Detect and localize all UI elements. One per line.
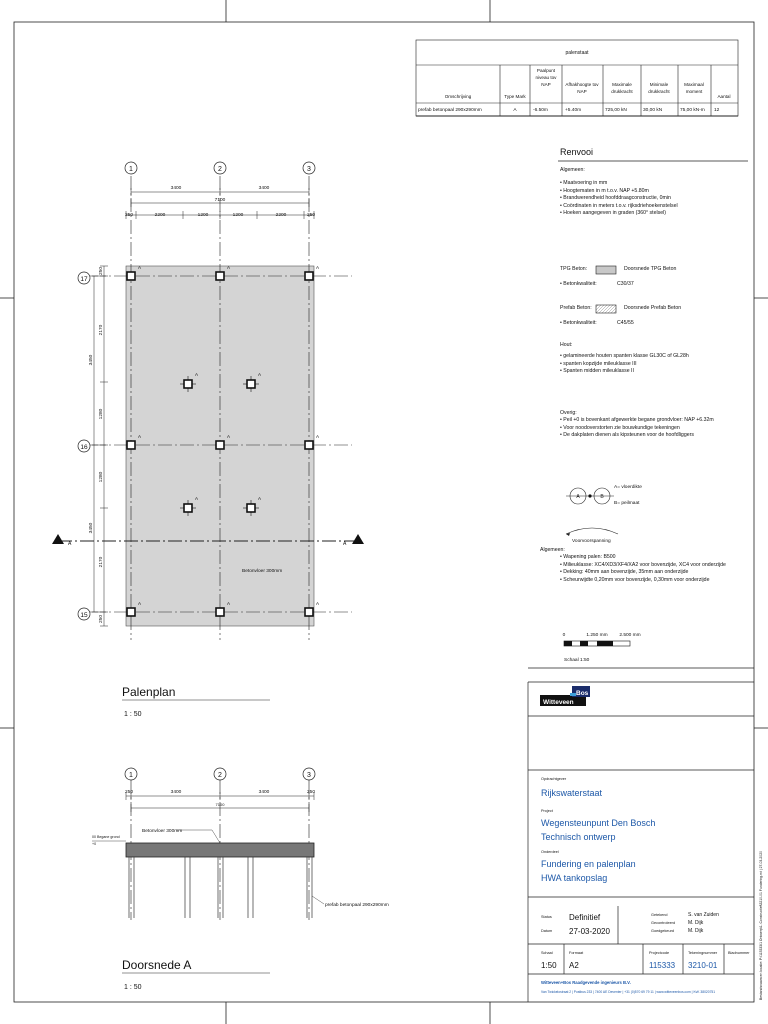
palenplan-scale: 1 : 50 — [124, 711, 142, 718]
section-marker-left — [52, 534, 64, 544]
tpg-label: TPG Beton: — [560, 266, 588, 272]
cell-omschrijving: prefab betonpaal 290x290mm — [418, 108, 482, 113]
title-block — [528, 668, 763, 1002]
prefab-label: Prefab Beton: — [560, 305, 592, 311]
doorsnede-drawing — [92, 768, 389, 991]
svg-text:1: 1 — [129, 772, 133, 779]
section-grid-bubble-1 — [125, 768, 137, 780]
header-max-druk: Maximale drukkracht — [611, 82, 633, 94]
dim-sub-6: 250 — [306, 213, 316, 218]
scale-bar — [563, 632, 641, 663]
header-paalpunt: Paalpunt niveau tov NAP — [535, 68, 557, 87]
svg-text:A: A — [316, 265, 320, 270]
witteveen-bos-logo — [540, 686, 590, 706]
gecontroleerd-label: Gecontroleerd — [651, 921, 676, 925]
dim-left-sub-6: 250 — [99, 614, 104, 624]
svg-text:17: 17 — [80, 276, 88, 283]
section-dim-4: 250 — [306, 790, 316, 795]
hout-item: • gelamineerde houten spanten klasse GL30C of GL28h — [560, 353, 689, 360]
svg-text:1.250 mm: 1.250 mm — [586, 633, 608, 638]
project-line-1: Wegensteunpunt Den Bosch — [541, 818, 656, 828]
svg-text:A: A — [227, 434, 231, 439]
dim-sub-2: 2200 — [154, 213, 166, 218]
svg-text:B: B — [600, 494, 604, 500]
algemeen2-item: • Wapening palen: B500 — [560, 554, 616, 561]
level-symbol — [566, 484, 642, 506]
grid-bubble-15 — [78, 608, 90, 620]
svg-text:0: 0 — [562, 633, 566, 638]
dim-left-sub-1: 250 — [99, 266, 104, 276]
onderdeel-line-1: Fundering en palenplan — [541, 859, 636, 869]
level-value: +0 — [92, 842, 97, 846]
tpg-kwaliteit: C30/37 — [617, 281, 634, 288]
symbol-b-desc: B= peilmaat — [614, 501, 640, 506]
gecontroleerd: M. Dijk — [688, 920, 704, 926]
prefab-desc: Doorsnede Prefab Beton — [624, 305, 682, 311]
prefab-swatch — [596, 305, 616, 313]
dim-sub-3: 1200 — [197, 213, 209, 218]
svg-text:2: 2 — [218, 772, 222, 779]
cell-min-druk: 30,00 kN — [643, 108, 663, 113]
svg-text:A: A — [138, 601, 142, 606]
svg-text:A: A — [576, 494, 580, 500]
palenstaat-title: palenstaat — [565, 50, 589, 56]
formaat: A2 — [569, 961, 579, 970]
svg-text:16: 16 — [80, 444, 88, 451]
doorsnede-title: Doorsnede A — [122, 958, 192, 972]
header-afhakhoogte: Afhakhoogte tov NAP — [565, 82, 599, 94]
algemeen-item: • Maatvoering in mm — [560, 180, 608, 187]
tpg-swatch — [596, 266, 616, 274]
cell-max-moment: 75,00 kN-m — [680, 108, 705, 113]
opdrachtgever: Rijkswaterstaat — [541, 788, 603, 798]
section-dim-2: 3400 — [170, 790, 182, 795]
cell-max-druk: 725,00 kN — [605, 108, 627, 113]
projectcode: 115333 — [649, 961, 676, 970]
hout-label: Hout: — [560, 342, 573, 348]
section-dim-total: 7100 — [215, 802, 225, 807]
palenplan-title: Palenplan — [122, 685, 176, 699]
prefab-kwaliteit: C45/55 — [617, 320, 634, 327]
algemeen-item: • Hoogtematen in m t.o.v. NAP +5.80m — [560, 187, 649, 194]
dim-left-1: 3450 — [89, 354, 94, 366]
header-max-moment: Maximaal moment — [684, 82, 704, 94]
grid-bubble-17 — [78, 272, 90, 284]
scale-label: Schaal 1:50 — [564, 658, 590, 663]
hout-item: • spanten kopzijde mileuklasse III — [560, 360, 637, 367]
goedgekeurd-label: Goedgekeurd — [651, 929, 675, 933]
grid-bubble-1 — [125, 162, 137, 174]
renvooi-algemeen-2 — [540, 547, 726, 584]
dim-left-sub-3: 1280 — [99, 408, 104, 420]
header-aantal: Aantal — [717, 94, 731, 99]
renvooi-overig — [560, 410, 714, 440]
onderdeel-line-2: HWA tankopslag — [541, 873, 608, 883]
renvooi-algemeen — [560, 167, 678, 217]
symbol-a-desc: A= vloerdikte — [614, 485, 642, 490]
svg-text:A: A — [227, 601, 231, 606]
algemeen2-item: • Scheurwijdte 0,20mm voor bovenzijde, 0,30mm voor onderzijde — [560, 576, 710, 583]
cell-afhakhoogte: +5.40m — [565, 108, 582, 113]
section-mark-left: A — [68, 541, 72, 547]
dim-left-sub-5: 2170 — [99, 556, 104, 568]
dim-top-1: 3400 — [170, 186, 182, 191]
algemeen-label: Algemeen: — [560, 167, 585, 173]
formaat-label: Formaat — [569, 951, 584, 955]
section-grid-bubble-3 — [303, 768, 315, 780]
section-mark-right: A — [343, 541, 347, 547]
cell-type-mark: A — [513, 108, 517, 113]
section-floor-label: Betonvloer 300mm — [142, 829, 183, 834]
palenplan-drawing — [52, 162, 364, 718]
grid-bubble-3 — [303, 162, 315, 174]
svg-text:A: A — [138, 434, 142, 439]
company-name: Witteveen+Bos Raadgevende ingenieurs B.V. — [541, 980, 631, 985]
opdrachtgever-label: Opdrachtgever — [541, 777, 567, 781]
section-slab — [126, 843, 314, 857]
project-label: Project — [541, 809, 553, 813]
cell-paalpunt: -6.50m — [533, 108, 548, 113]
svg-text:A: A — [316, 601, 320, 606]
floor-label: Betonvloer 300mm — [242, 569, 283, 574]
svg-text:3: 3 — [307, 772, 311, 779]
grid-bubble-2 — [214, 162, 226, 174]
header-omschrijving: Omschrijving — [444, 94, 472, 99]
tpg-desc: Doorsnede TPG Beton — [624, 266, 677, 272]
header-type-mark: Type Mark — [504, 94, 526, 99]
tekeningnummer: 3210-01 — [688, 961, 718, 970]
bladnummer-label: Bladnummer — [728, 951, 750, 955]
palenstaat-row — [418, 107, 720, 113]
dim-top-2: 3400 — [258, 186, 270, 191]
dim-sub-1: 250 — [124, 213, 134, 218]
algemeen-item: • Brandwerendheid hoofddraagconstructie, 0min — [560, 195, 671, 202]
algemeen2-label: Algemeen: — [540, 547, 565, 553]
svg-text:15: 15 — [80, 612, 88, 619]
datum-label: Datum — [541, 929, 553, 933]
datum: 27-03-2020 — [569, 927, 610, 936]
project-line-2: Technisch ontwerp — [541, 832, 616, 842]
overig-item: • Peil +0 is bovenkant afgewerkte begane grondvloer: NAP +6.32m — [560, 417, 714, 424]
status-label: Status — [541, 915, 552, 919]
cell-aantal: 12 — [714, 108, 720, 113]
renvooi-panel — [558, 147, 748, 663]
section-dim-3: 3400 — [258, 790, 270, 795]
svg-text:2: 2 — [218, 166, 222, 173]
svg-text:A: A — [258, 372, 262, 377]
header-min-druk: Minimale drukkracht — [648, 82, 670, 94]
schaal: 1:50 — [541, 961, 557, 970]
svg-text:A: A — [195, 496, 199, 501]
overig-label: Overig: — [560, 410, 577, 416]
section-dim-1: 250 — [124, 790, 134, 795]
prefab-betonkwaliteit-label: Betonkwaliteit: — [563, 320, 597, 327]
hout-item: • Spanten midden mileuklasse II — [560, 368, 634, 375]
dim-sub-5: 2200 — [275, 213, 287, 218]
overig-item: • De dakplaten dienen als kipsteunen voor de hoofdliggers — [560, 432, 694, 439]
tekeningnummer-label: Tekeningnummer — [688, 951, 718, 955]
file-path: Bestandsnaam en locatie: P:\115333\1 Ontwerp\1. Constructief\3210-01 Fundering.rvt | 27-03-2020 — [759, 851, 763, 1000]
grid-bubble-16 — [78, 440, 90, 452]
section-marker-right — [352, 534, 364, 544]
dim-sub-4: 1200 — [232, 213, 244, 218]
projectcode-label: Projectcode — [649, 951, 670, 955]
algemeen2-item: • Dekking: 40mm aan bovenzijde, 35mm aan onderzijde — [560, 569, 689, 576]
dim-left-sub-4: 1280 — [99, 471, 104, 483]
doorsnede-scale: 1 : 50 — [124, 984, 142, 991]
svg-text:A: A — [316, 434, 320, 439]
onderdeel-label: Onderdeel — [541, 850, 559, 854]
renvooi-hout — [560, 342, 689, 376]
svg-text:A: A — [138, 265, 142, 270]
dim-left-2: 3450 — [89, 522, 94, 534]
dim-left-sub-2: 2170 — [99, 324, 104, 336]
dim-total: 7100 — [214, 198, 226, 203]
svg-text:A: A — [195, 372, 199, 377]
svg-text:A: A — [227, 265, 231, 270]
prestress-symbol — [566, 528, 618, 534]
schaal-label: Schaal — [541, 951, 553, 955]
renvooi-title: Renvooi — [560, 147, 594, 157]
svg-text:2.500 mm: 2.500 mm — [619, 633, 641, 638]
svg-text:1: 1 — [129, 166, 133, 173]
svg-text:A: A — [258, 496, 262, 501]
palenstaat-table — [416, 40, 738, 116]
palenstaat-headers — [445, 68, 731, 99]
section-grid-bubble-2 — [214, 768, 226, 780]
company-address: Van Twickelostraat 2 | Postbus 233 | 7400 AE Deventer | +31 (0)570 69 79 11 | www.witteveenbos.com | KvK 38020751 — [541, 990, 716, 994]
svg-text:Bos: Bos — [576, 690, 589, 697]
getekend-label: Getekend — [651, 913, 668, 917]
svg-text:3: 3 — [307, 166, 311, 173]
status: Definitief — [569, 913, 601, 922]
renvooi-prefab: Prefab Beton: Doorsnede Prefab Beton • Betonkwaliteit: C45/55 — [560, 305, 682, 327]
pile-label: prefab betonpaal 290x290mm — [325, 903, 389, 908]
overig-item: • Voor noodoverstorten zie bouwkundige tekeningen — [560, 424, 680, 431]
algemeen2-item: • Milieuklasse: XC4/XD3/XF4/XA2 voor bovenzijde, XC4 voor onderzijde — [560, 561, 726, 568]
algemeen-item: • Coördinaten in meters t.o.v. rijksdriehoekenstelsel — [560, 202, 678, 209]
algemeen-item: • Hoeken aangegeven in graden (360° stelsel) — [560, 210, 666, 217]
level-label: 00 Begane grond — [92, 835, 120, 839]
betonkwaliteit-label: Betonkwaliteit: — [563, 281, 597, 288]
voorspanning-label: Voorvoorspanning — [572, 539, 611, 544]
svg-text:Witteveen: Witteveen — [543, 699, 574, 706]
goedgekeurd: M. Dijk — [688, 928, 704, 934]
renvooi-tpg: TPG Beton: Doorsnede TPG Beton • Betonkwaliteit: C30/37 — [560, 266, 677, 288]
getekend: S. van Zuiden — [688, 912, 719, 918]
